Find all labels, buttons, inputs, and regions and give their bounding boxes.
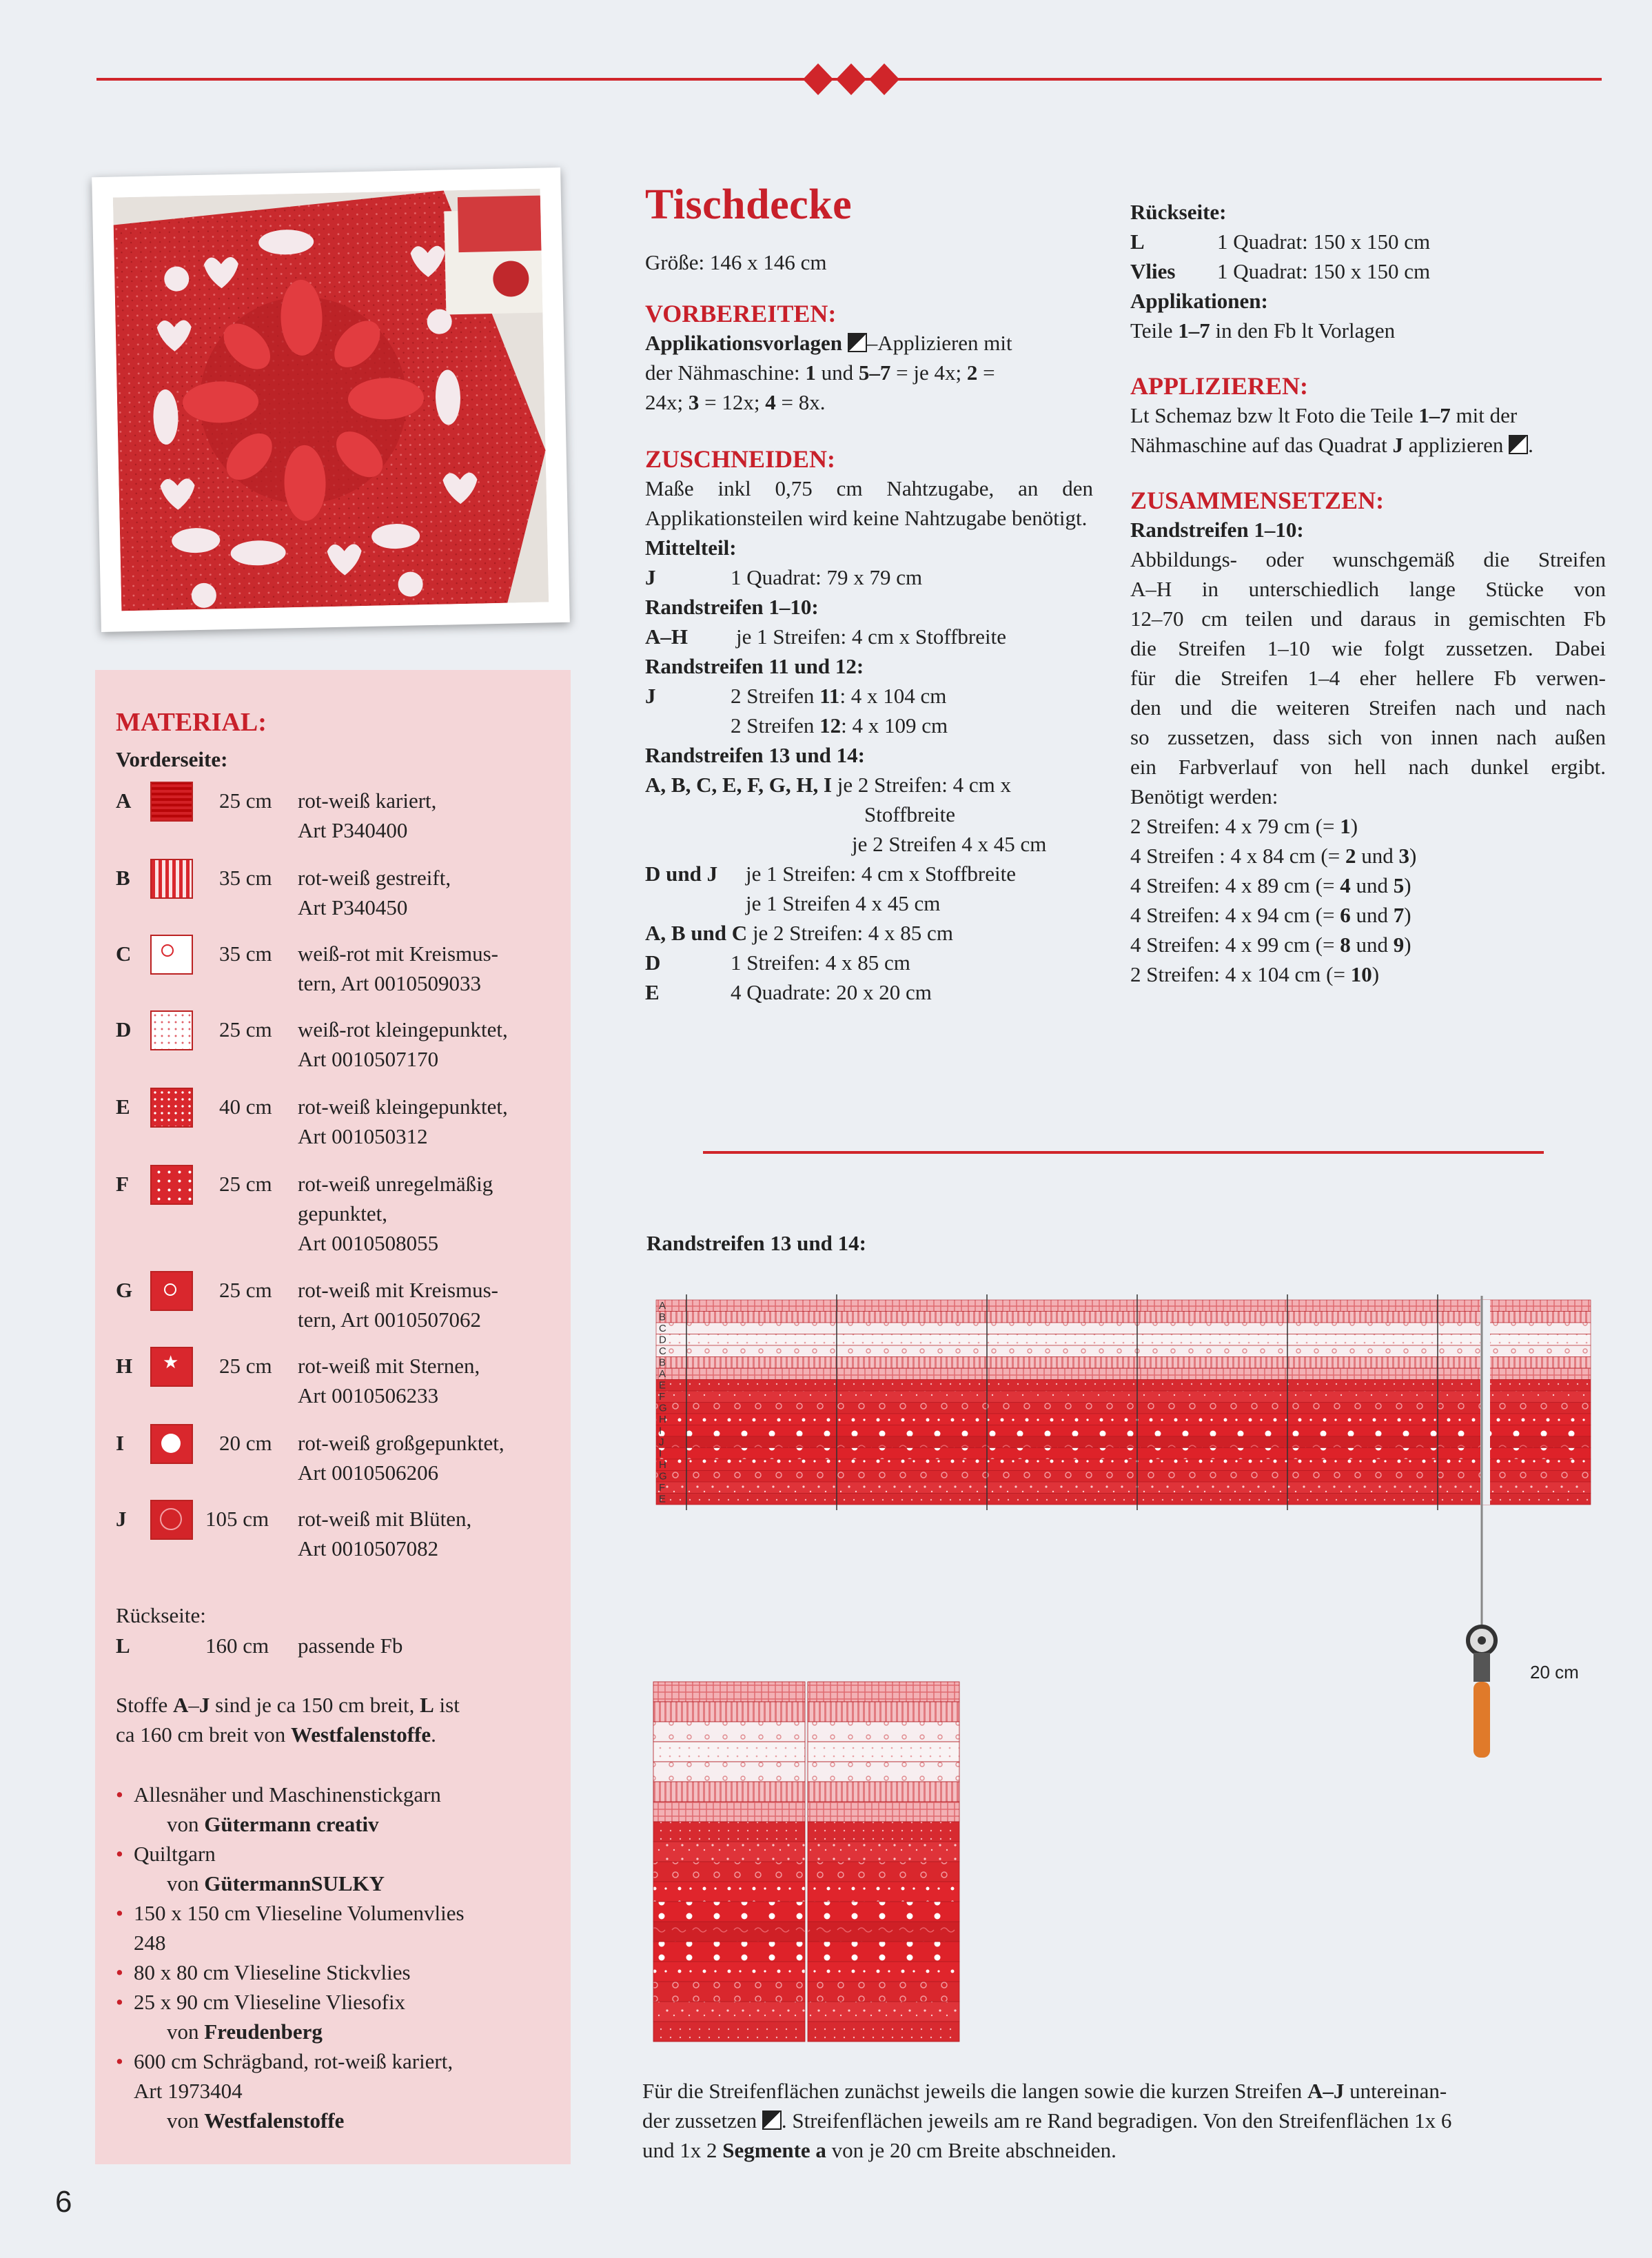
d-row: D 1 Streifen: 4 x 85 cm — [645, 950, 910, 975]
fabric-swatch-icon — [150, 935, 193, 975]
back-label: Rückseite: — [116, 1603, 206, 1627]
section-rule — [703, 1151, 1544, 1154]
segment-strip — [808, 1922, 959, 1942]
strip-letter: A — [659, 1300, 666, 1312]
supply-item: • 150 x 150 cm Vlieseline Volumenvlies 248 — [116, 1898, 557, 1957]
segment-strip — [808, 1882, 959, 1902]
strip-letter: H — [659, 1459, 666, 1471]
segment-strip — [808, 2022, 959, 2042]
strip-letter: A — [659, 1368, 666, 1380]
material-letter: C — [116, 942, 132, 966]
fabric-strip — [656, 1482, 1591, 1494]
segment-strip — [808, 1762, 959, 1782]
segment-strip — [653, 1882, 805, 1902]
supply-item: • 80 x 80 cm Vlieseline Stickvlies — [116, 1957, 557, 1987]
fabric-strip — [656, 1391, 1591, 1403]
fabric-strip — [656, 1334, 1591, 1346]
zusammensetzen-list — [1130, 811, 1606, 989]
segment-strip — [808, 1842, 959, 1862]
material-amount: 25 cm — [219, 1172, 272, 1196]
material-description: rot-weiß kariert, Art P340400 — [298, 789, 437, 842]
segment-strip — [808, 1702, 959, 1722]
vorbereiten-text: Applikationsvorlagen –Applizieren mit der Nähmaschine: 1 und 5–7 = je 4x; 2 = 24x; 3 = 12x; 4 = 8x. — [645, 331, 1012, 414]
material-description: weiß-rot mit Kreismus- tern, Art 0010509033 — [298, 942, 499, 995]
fabric-strip — [656, 1459, 1591, 1471]
segment-strip — [653, 1782, 805, 1802]
material-letter: H — [116, 1354, 133, 1378]
segment-strip — [653, 2002, 805, 2022]
strip-letter: B — [659, 1311, 666, 1323]
zusammensetzen-text — [1130, 545, 1606, 811]
fabric-strip — [656, 1323, 1591, 1334]
fabric-strip — [656, 1436, 1591, 1448]
segment-strip — [653, 1962, 805, 1982]
fabric-strip — [656, 1403, 1591, 1414]
strip-letter: I — [659, 1447, 662, 1460]
mittelteil-label: Mittelteil: — [645, 536, 737, 560]
segment-strip — [808, 1802, 959, 1822]
applikationen-label: Applikationen: — [1130, 289, 1268, 313]
vorbereiten-heading: VORBEREITEN: — [645, 300, 837, 327]
page-number: 6 — [55, 2185, 72, 2219]
zus-rs110-label: Randstreifen 1–10: — [1130, 518, 1304, 542]
size-text: Größe: 146 x 146 cm — [645, 250, 827, 274]
segment-strip — [653, 1942, 805, 1962]
material-description: rot-weiß gestreift, Art P340450 — [298, 866, 451, 919]
tablecloth-photo — [92, 167, 570, 632]
mittelteil-row: J 1 Quadrat: 79 x 79 cm — [645, 565, 923, 589]
segment-strip — [808, 1962, 959, 1982]
material-amount: 25 cm — [219, 1278, 272, 1302]
material-description: rot-weiß mit Kreismus- tern, Art 0010507062 — [298, 1278, 499, 1332]
rueckseite-l-row: L 1 Quadrat: 150 x 150 cm — [1130, 230, 1431, 254]
rs110-label: Randstreifen 1–10: — [645, 595, 819, 619]
strip-count-item: 2 Streifen: 4 x 79 cm (= 1) — [1130, 814, 1358, 838]
back-letter: L — [116, 1634, 130, 1658]
fabric-swatch-icon — [150, 1424, 193, 1464]
e-row: E 4 Quadrate: 20 x 20 cm — [645, 980, 932, 1004]
rs1314-label: Randstreifen 13 und 14: — [645, 743, 865, 767]
segment-strip — [808, 1862, 959, 1882]
text-line: für die Streifen 1–4 eher hellere Fb verwen- — [1130, 666, 1606, 690]
instructions-column-2 — [645, 181, 1093, 1007]
applizieren-heading: APPLIZIEREN: — [1130, 372, 1309, 400]
dj-row: D und J je 1 Streifen: 4 cm x Stoffbreite je 1 Streifen 4 x 45 cm — [645, 862, 1016, 915]
strip-count-item: 4 Streifen: 4 x 94 cm (= 6 und 7) — [1130, 903, 1411, 927]
material-description: rot-weiß mit Blüten, Art 0010507082 — [298, 1507, 472, 1560]
segment-strip — [653, 1982, 805, 2002]
segment-strip — [808, 1742, 959, 1762]
segment-strip — [808, 1682, 959, 1702]
text-line: so zussetzen, dass sich von innen nach außen — [1130, 725, 1606, 749]
text-line: 12–70 cm teilen und daraus in gemischten Fb — [1130, 607, 1606, 631]
segment-strip — [653, 1862, 805, 1882]
segment-strip — [808, 1902, 959, 1922]
strip-letter: B — [659, 1356, 666, 1369]
fabric-swatch-icon — [150, 1271, 193, 1311]
material-letter: B — [116, 866, 130, 890]
applizieren-text: Lt Schemaz bzw lt Foto die Teile 1–7 mit der Nähmaschine auf das Quadrat J applizieren . — [1130, 403, 1533, 457]
strip-letter: G — [659, 1402, 667, 1414]
diagram-heading: Randstreifen 13 und 14: — [646, 1231, 866, 1255]
diagonal-square-icon — [762, 2110, 782, 2130]
fabric-strip — [656, 1414, 1591, 1425]
rueckseite-heading: Rückseite: — [1130, 200, 1227, 224]
material-letter: J — [116, 1507, 127, 1531]
material-amount: 25 cm — [219, 789, 272, 813]
supply-list — [116, 1780, 557, 2135]
zuschneiden-heading: ZUSCHNEIDEN: — [645, 445, 836, 473]
zuschneiden-intro: Maße inkl 0,75 cm Nahtzugabe, an den Applikationsteilen wird keine Nahtzugabe benötigt. — [645, 476, 1093, 530]
back-cm: 160 cm — [205, 1634, 269, 1658]
text-line: Abbildungs- oder wunschgemäß die Streifen — [1130, 547, 1606, 571]
segment-strip — [808, 1822, 959, 1842]
segment-strip — [653, 1722, 805, 1742]
strip-letter: F — [659, 1482, 666, 1494]
material-letter: F — [116, 1172, 129, 1196]
fabric-swatch-icon — [150, 782, 193, 822]
text-line: ein Farbverlauf von hell nach dunkel ergibt. — [1130, 755, 1606, 779]
fabric-swatch-icon — [150, 1010, 193, 1050]
text-line: Benötigt werden: — [1130, 784, 1278, 808]
fabric-swatch-icon — [150, 1500, 193, 1540]
material-amount: 35 cm — [219, 942, 272, 966]
diamond-ornament-icon — [803, 63, 899, 95]
text-line: die Streifen 1–10 wie folgt zussetzen. Dabei — [1130, 636, 1606, 660]
segment-strip — [653, 1742, 805, 1762]
diagram-caption: Für die Streifenflächen zunächst jeweils die langen sowie die kurzen Streifen A–J untereinan- der zussetzen . Streifenflächen jeweils am re Rand begradigen. Von den Streifenflächen 1x 6 und 1x 2 Segmente a von je 20 cm Breite abschneiden. — [642, 2079, 1452, 2162]
segment-strip — [653, 1922, 805, 1942]
strip-count-item: 4 Streifen: 4 x 99 cm (= 8 und 9) — [1130, 933, 1411, 957]
material-amount: 25 cm — [219, 1017, 272, 1041]
strip-diagram — [648, 1289, 1640, 2054]
material-amount: 40 cm — [219, 1095, 272, 1119]
strip-count-item: 2 Streifen: 4 x 104 cm (= 10) — [1130, 962, 1380, 986]
strip-letter: E — [659, 1493, 666, 1505]
fabric-swatch-icon — [150, 1088, 193, 1128]
fabric-strip — [656, 1345, 1591, 1357]
material-description: weiß-rot kleingepunktet, Art 0010507170 — [298, 1017, 508, 1071]
fabric-strip — [656, 1494, 1591, 1505]
abc2-row: A, B und C je 2 Streifen: 4 x 85 cm — [645, 921, 953, 945]
tablecloth-image — [113, 189, 549, 611]
fabric-strip — [656, 1448, 1591, 1460]
segment-strip — [653, 1702, 805, 1722]
segment-strip — [808, 1782, 959, 1802]
strip-letter: G — [659, 1470, 667, 1483]
fabric-strip — [656, 1380, 1591, 1392]
strip-letter: C — [659, 1345, 666, 1357]
diagonal-square-icon — [848, 333, 867, 352]
material-heading: MATERIAL: — [116, 708, 267, 737]
zusammensetzen-heading: ZUSAMMENSETZEN: — [1130, 487, 1385, 514]
segment-strip — [653, 1682, 805, 1702]
strip-letter: E — [659, 1379, 666, 1392]
fabric-strip — [656, 1471, 1591, 1483]
fabric-note: Stoffe A–J sind je ca 150 cm breit, L ist ca 160 cm breit von Westfalenstoffe. — [116, 1693, 460, 1747]
fabric-strip — [656, 1312, 1591, 1323]
segment-strip — [808, 1722, 959, 1742]
material-letter: D — [116, 1017, 132, 1041]
segment-strip — [653, 1802, 805, 1822]
strip-letter: F — [659, 1391, 666, 1403]
fabric-strip — [656, 1357, 1591, 1369]
segment-strip — [808, 1942, 959, 1962]
fabric-swatch-icon — [150, 859, 193, 899]
rotary-cutter-icon — [1468, 1627, 1496, 1758]
diagonal-square-icon — [1509, 435, 1528, 454]
fabric-swatch-icon: ★ — [150, 1347, 193, 1387]
segment-strip — [653, 2022, 805, 2042]
abc-row: A, B, C, E, F, G, H, I je 2 Streifen: 4 cm x Stoffbreite je 2 Streifen 4 x 45 cm — [645, 773, 1047, 856]
rs1112-label: Randstreifen 11 und 12: — [645, 654, 864, 678]
strip-count-item: 4 Streifen : 4 x 84 cm (= 2 und 3) — [1130, 844, 1417, 868]
segment-strip — [653, 1762, 805, 1782]
segment-strip — [653, 1822, 805, 1842]
segment-strip — [653, 1842, 805, 1862]
back-desc: passende Fb — [298, 1634, 403, 1658]
strip-count-item: 4 Streifen: 4 x 89 cm (= 4 und 5) — [1130, 873, 1411, 897]
material-description: rot-weiß kleingepunktet, Art 001050312 — [298, 1095, 508, 1148]
material-amount: 20 cm — [219, 1431, 272, 1455]
text-line: den und die weiteren Streifen nach und nach — [1130, 695, 1606, 720]
measure-label: 20 cm — [1530, 1662, 1579, 1682]
teile-text: Teile 1–7 in den Fb lt Vorlagen — [1130, 318, 1396, 343]
fabric-swatch-icon — [150, 1165, 193, 1205]
front-label: Vorderseite: — [116, 747, 228, 771]
supply-item: • Quiltgarn von GütermannSULKY — [116, 1839, 557, 1898]
supply-item: • Allesnäher und Maschinenstickgarn von Gütermann creativ — [116, 1780, 557, 1839]
supply-item: • 25 x 90 cm Vlieseline Vliesofix von Freudenberg — [116, 1987, 557, 2046]
strip-letter: D — [659, 1334, 666, 1346]
material-description: rot-weiß großgepunktet, Art 0010506206 — [298, 1431, 504, 1485]
supply-item: • 600 cm Schrägband, rot-weiß kariert, Art 1973404 von Westfalenstoffe — [116, 2046, 557, 2135]
material-letter: E — [116, 1095, 130, 1119]
fabric-strip — [656, 1300, 1591, 1312]
material-letter: G — [116, 1278, 133, 1302]
material-amount: 25 cm — [219, 1354, 272, 1378]
fabric-strip — [656, 1368, 1591, 1380]
ah-row: A–H je 1 Streifen: 4 cm x Stoffbreite — [645, 624, 1006, 649]
material-letter: I — [116, 1431, 125, 1455]
strip-letter: J — [659, 1436, 664, 1448]
strip-letter: I — [659, 1425, 662, 1437]
fabric-strip — [656, 1425, 1591, 1437]
segment-strip — [808, 2002, 959, 2022]
instructions-column-3 — [1130, 197, 1606, 989]
page-title: Tischdecke — [645, 181, 853, 228]
rueckseite-vlies-row: Vlies 1 Quadrat: 150 x 150 cm — [1130, 259, 1431, 283]
strip-letter: H — [659, 1414, 666, 1425]
segment-strip — [808, 1982, 959, 2002]
segment-strip — [653, 1902, 805, 1922]
j2-row: J 2 Streifen 11: 4 x 104 cm 2 Streifen 12: 4 x 109 cm — [645, 684, 948, 738]
text-line: A–H in unterschiedlich lange Stücke von — [1130, 577, 1606, 601]
material-description: rot-weiß unregelmäßig gepunktet, Art 0010508055 — [298, 1172, 493, 1255]
material-description: rot-weiß mit Sternen, Art 0010506233 — [298, 1354, 480, 1407]
material-amount: 105 cm — [205, 1507, 269, 1531]
material-letter: A — [116, 789, 132, 813]
strip-letter: C — [659, 1323, 666, 1334]
material-amount: 35 cm — [219, 866, 272, 890]
